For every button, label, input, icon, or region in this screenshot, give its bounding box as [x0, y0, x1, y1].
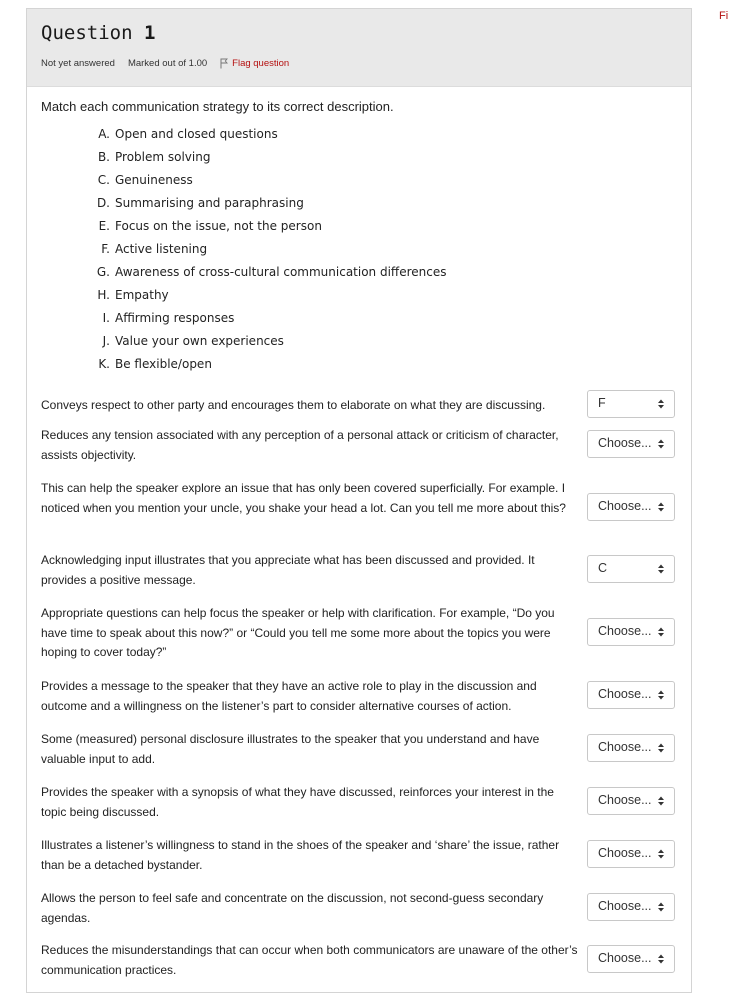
- option-text: Be flexible/open: [115, 357, 212, 372]
- match-description: Conveys respect to other party and encourages them to elaborate on what they are discussing.: [41, 398, 546, 413]
- flag-icon: [220, 58, 228, 69]
- match-select-value: Choose...: [598, 899, 652, 914]
- match-row: [41, 604, 677, 663]
- match-select[interactable]: [587, 493, 675, 521]
- match-row: [41, 551, 677, 590]
- option-letter: H.: [97, 288, 110, 303]
- option-item: [90, 145, 677, 168]
- question-marks: Marked out of 1.00: [127, 58, 208, 69]
- match-select-value: Choose...: [598, 846, 652, 861]
- option-text: Awareness of cross-cultural communication differences: [115, 265, 447, 280]
- match-select-value: Choose...: [598, 499, 652, 514]
- question-number: [41, 22, 677, 44]
- match-row: [41, 426, 677, 465]
- match-description: This can help the speaker explore an issue that has only been covered superficially. For example. I noticed when you mention your uncle, you shake your head a lot. Can you tell me more about this?: [41, 481, 566, 515]
- option-letter: K.: [98, 357, 110, 372]
- match-row: [41, 479, 677, 518]
- option-item: [90, 237, 677, 260]
- question-card: [26, 8, 692, 993]
- option-letter: F.: [101, 242, 110, 257]
- match-select[interactable]: [587, 681, 675, 709]
- match-select[interactable]: [587, 618, 675, 646]
- option-letter: E.: [98, 218, 110, 233]
- side-nav-fragment[interactable]: Fi: [719, 10, 729, 22]
- select-arrows-icon: [658, 627, 664, 637]
- option-item: [90, 330, 677, 353]
- select-arrows-icon: [658, 796, 664, 806]
- option-item: [90, 214, 677, 237]
- option-item: [90, 122, 677, 145]
- flag-question-link[interactable]: [220, 58, 302, 69]
- select-arrows-icon: [658, 743, 664, 753]
- option-item: [90, 307, 677, 330]
- match-rows: [41, 396, 677, 996]
- match-select-value: Choose...: [598, 436, 652, 451]
- option-item: [90, 261, 677, 284]
- match-select-value: Choose...: [598, 687, 652, 702]
- match-row: [41, 836, 677, 875]
- match-select-value: C: [598, 561, 608, 576]
- question-text: Match each communication strategy to its correct description.: [41, 99, 394, 114]
- option-text: Problem solving: [115, 149, 211, 164]
- option-text: Open and closed questions: [115, 126, 278, 141]
- match-select[interactable]: [587, 390, 675, 418]
- match-description: Illustrates a listener’s willingness to stand in the shoes of the speaker and ‘share’ the issue, rather than be a detached bystander.: [41, 838, 560, 872]
- select-arrows-icon: [658, 849, 664, 859]
- option-item: [90, 353, 677, 376]
- question-label: Question: [41, 22, 133, 44]
- match-select-value: Choose...: [598, 951, 652, 966]
- match-select-value: F: [598, 396, 606, 411]
- option-text: Summarising and paraphrasing: [115, 195, 304, 210]
- option-text: Affirming responses: [115, 311, 235, 326]
- option-text: Active listening: [115, 242, 208, 257]
- match-row: [41, 941, 677, 980]
- match-select[interactable]: [587, 945, 675, 973]
- option-letter: I.: [102, 311, 110, 326]
- select-arrows-icon: [658, 690, 664, 700]
- select-arrows-icon: [658, 439, 664, 449]
- option-item: [90, 191, 677, 214]
- match-select[interactable]: [587, 893, 675, 921]
- match-description: Provides a message to the speaker that they have an active role to play in the discussion and outcome and a willingness on the listener’s part to consider alternative courses of action.: [41, 679, 537, 713]
- match-select[interactable]: [587, 787, 675, 815]
- option-letter: J.: [102, 334, 110, 349]
- option-text: Genuineness: [115, 172, 193, 187]
- match-description: Allows the person to feel safe and concentrate on the discussion, not second-guess secondary agendas.: [41, 891, 544, 925]
- select-arrows-icon: [658, 902, 664, 912]
- match-row: [41, 730, 677, 769]
- match-row: [41, 889, 677, 928]
- match-select[interactable]: [587, 430, 675, 458]
- match-select[interactable]: [587, 734, 675, 762]
- match-description: Some (measured) personal disclosure illustrates to the speaker that you understand and have valuable input to add.: [41, 732, 540, 766]
- match-description: Reduces any tension associated with any perception of a personal attack or criticism of character, assists objectivity.: [41, 428, 559, 462]
- match-select-value: Choose...: [598, 793, 652, 808]
- match-select-value: Choose...: [598, 740, 652, 755]
- question-info: [27, 9, 691, 87]
- question-meta: [41, 58, 677, 69]
- select-arrows-icon: [658, 564, 664, 574]
- match-description: Provides the speaker with a synopsis of what they have discussed, reinforces your interest in the topic being discussed.: [41, 785, 554, 819]
- question-number-value: 1: [143, 22, 156, 44]
- option-text: Empathy: [115, 288, 169, 303]
- select-arrows-icon: [658, 502, 664, 512]
- match-select[interactable]: [587, 840, 675, 868]
- select-arrows-icon: [658, 399, 664, 409]
- match-select-value: Choose...: [598, 624, 652, 639]
- option-letter: C.: [97, 172, 110, 187]
- match-select[interactable]: [587, 555, 675, 583]
- match-description: Appropriate questions can help focus the speaker or help with clarification. For example, “Do you have time to speak about this now?” or “Could you tell me some more about the topics you were hoping to cover today?”: [41, 606, 555, 660]
- match-row: [41, 677, 677, 716]
- option-letter: D.: [96, 195, 110, 210]
- match-description: Reduces the misunderstandings that can occur when both communicators are unaware of the other’s communication practices.: [41, 943, 578, 977]
- match-row: [41, 783, 677, 822]
- option-letter: G.: [96, 265, 110, 280]
- option-text: Value your own experiences: [115, 334, 284, 349]
- question-status: Not yet answered: [41, 58, 115, 69]
- select-arrows-icon: [658, 954, 664, 964]
- question-content: [27, 87, 691, 996]
- option-item: [90, 284, 677, 307]
- option-text: Focus on the issue, not the person: [115, 218, 322, 233]
- flag-question-label: Flag question: [232, 58, 290, 69]
- option-item: [90, 168, 677, 191]
- option-letter: B.: [97, 149, 110, 164]
- match-row: [41, 396, 677, 416]
- option-letter: A.: [98, 126, 110, 141]
- options-list: [41, 122, 677, 376]
- match-description: Acknowledging input illustrates that you appreciate what has been discussed and provided. It provides a positive message.: [41, 553, 535, 587]
